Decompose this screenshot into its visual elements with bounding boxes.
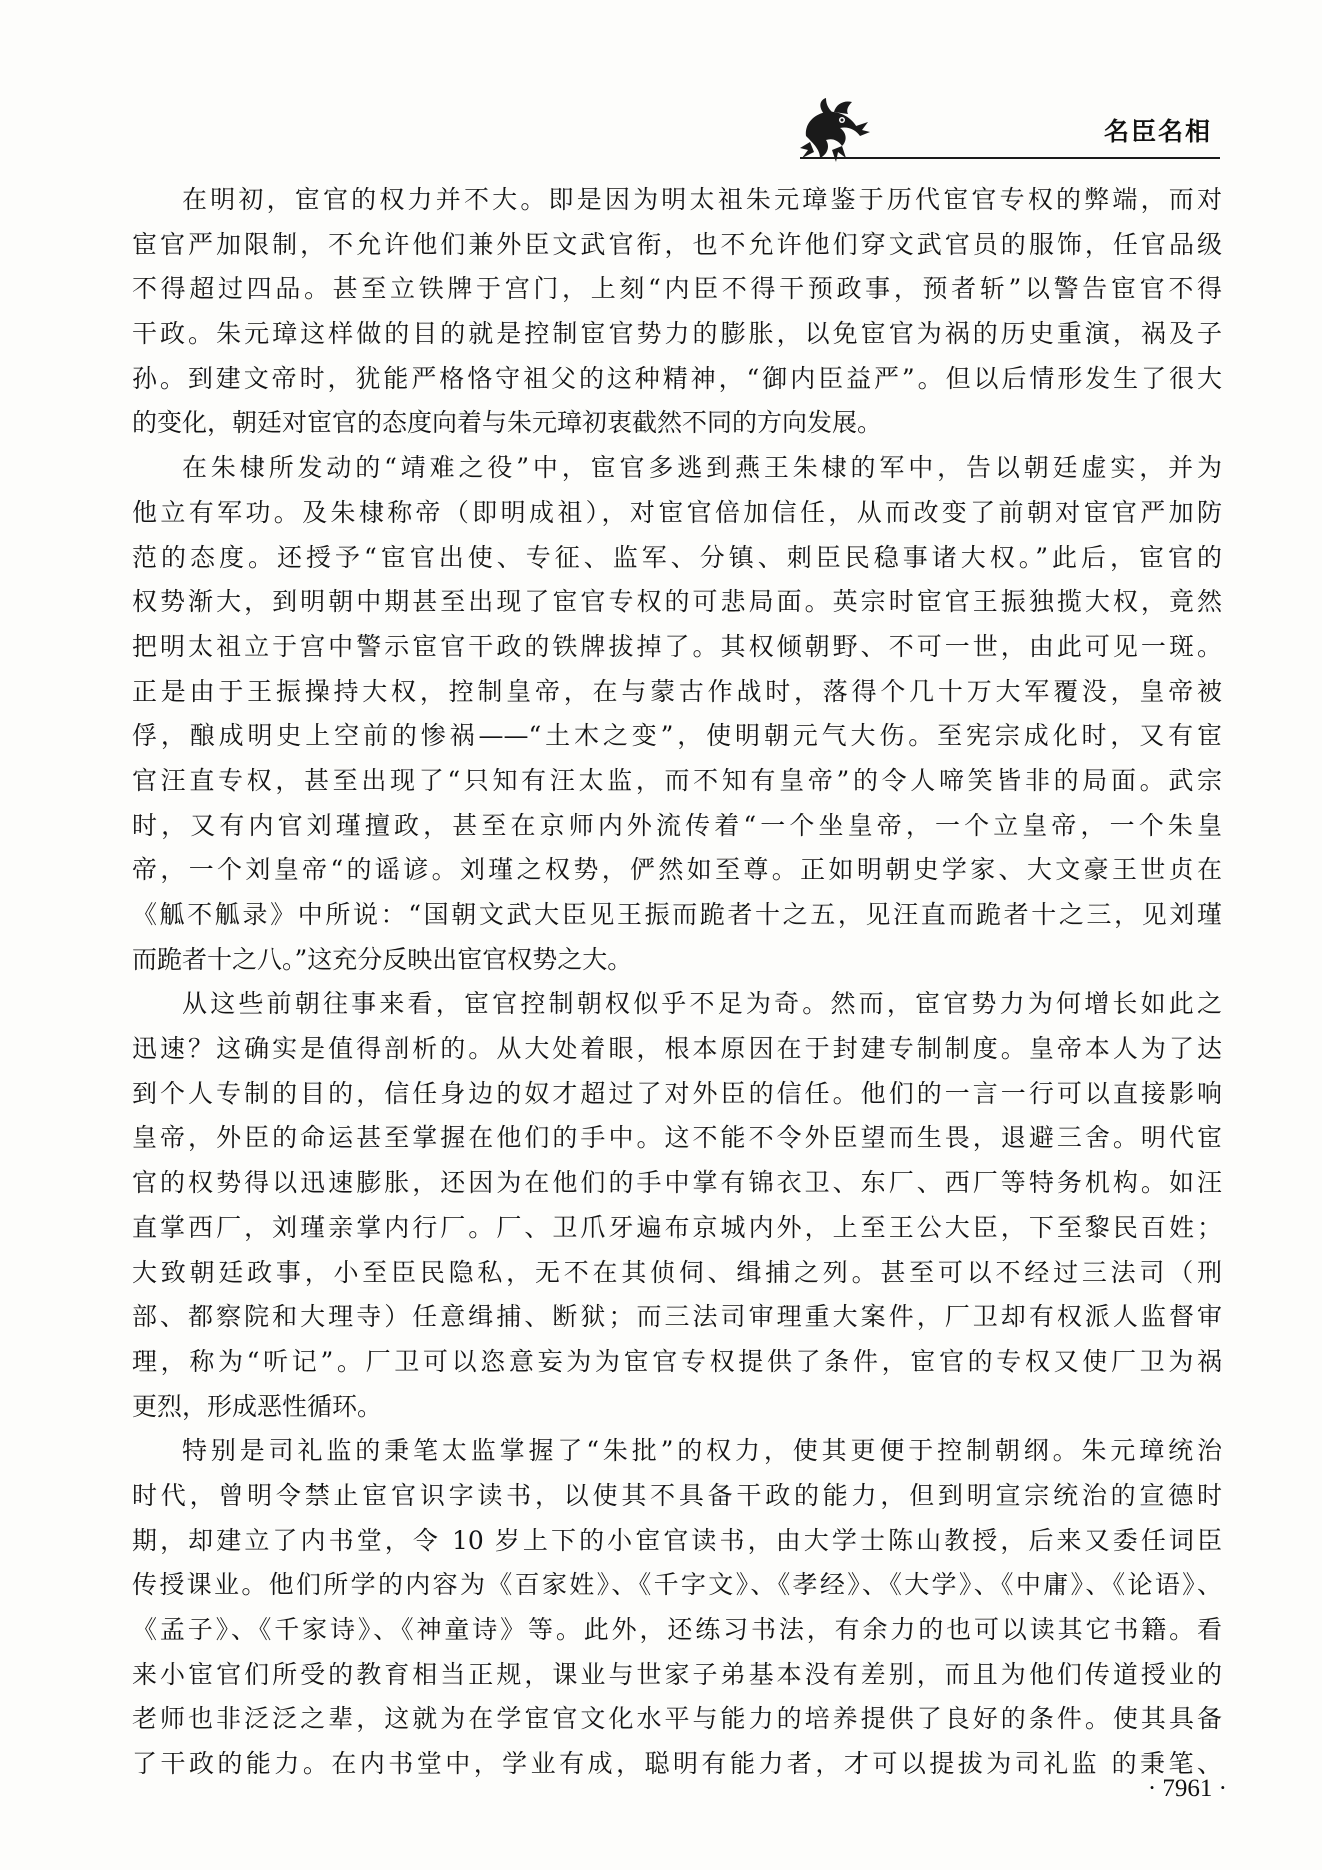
text-line: 理，称为“听记”。厂卫可以恣意妄为为宦官专权提供了条件，宦官的专权又使厂卫为祸: [132, 1346, 1222, 1376]
text-line: 部、都察院和大理寺）任意缉捕、断狱；而三法司审理重大案件，厂卫却有权派人监督审: [132, 1302, 1222, 1332]
text-line: 正是由于王振操持大权，控制皇帝，在与蒙古作战时，落得个几十万大军覆没，皇帝被: [132, 676, 1222, 706]
text-line: 宦官严加限制，不允许他们兼外臣文武官衔，也不允许他们穿文武官员的服饰，任官品级: [132, 229, 1222, 259]
text-line: 《觚不觚录》中所说：“国朝文武大臣见王振而跪者十之五，见汪直而跪者十之三，见刘瑾: [132, 900, 1222, 929]
dragon-emblem-icon: [796, 96, 872, 166]
paragraph-3: [132, 982, 1222, 1429]
text-line: 迅速？这确实是值得剖析的。从大处着眼，根本原因在于封建专制制度。皇帝本人为了达: [132, 1034, 1222, 1064]
text-line: 孙。到建文帝时，犹能严格恪守祖父的这种精神，“御内臣益严”。但以后情形发生了很大: [132, 363, 1222, 393]
text-line: 帝，一个刘皇帝“的谣谚。刘瑾之权势，俨然如至尊。正如明朝史学家、大文豪王世贞在: [132, 855, 1222, 885]
body-text: [132, 178, 1222, 1787]
text-line: 大致朝廷政事，小至臣民隐私，无不在其侦伺、缉捕之列。甚至可以不经过三法司（刑: [132, 1257, 1222, 1287]
text-line: 时，又有内官刘瑾擅政，甚至在京师内外流传着“一个坐皇帝，一个立皇帝，一个朱皇: [132, 810, 1222, 840]
text-line: 到个人专制的目的，信任身边的奴才超过了对外臣的信任。他们的一言一行可以直接影响: [132, 1078, 1222, 1108]
paragraph-2: [132, 446, 1222, 982]
text-line: 范的态度。还授予“宦官出使、专征、监军、分镇、刺臣民稳事诸大权。”此后，宦官的: [132, 542, 1222, 572]
text-line: 直掌西厂，刘瑾亲掌内行厂。厂、卫爪牙遍布京城内外，上至王公大臣，下至黎民百姓；: [132, 1212, 1222, 1242]
text-line: 干政。朱元璋这样做的目的就是控制宦官势力的膨胀，以免宦官为祸的历史重演，祸及子: [132, 319, 1222, 349]
paragraph-4: [132, 1429, 1222, 1787]
text-line: 更烈，形成恶性循环。: [132, 1391, 383, 1421]
text-line: 从这些前朝往事来看，宦官控制朝权似乎不足为奇。然而，宦官势力为何增长如此之: [182, 989, 1222, 1019]
text-line: 而跪者十之八。”这充分反映出宦官权势之大。: [132, 944, 633, 974]
text-line: 官汪直专权，甚至出现了“只知有汪太监，而不知有皇帝”的令人啼笑皆非的局面。武宗: [132, 765, 1222, 795]
text-line: 来小宦官们所受的教育相当正规，课业与世家子弟基本没有差别，而且为他们传道授业的: [132, 1659, 1222, 1689]
text-line: 的变化，朝廷对宦官的态度向着与朱元璋初衷截然不同的方向发展。: [132, 408, 883, 438]
header-rule: [800, 157, 1220, 159]
text-line: 官的权势得以迅速膨胀，还因为在他们的手中掌有锦衣卫、东厂、西厂等特务机构。如汪: [132, 1168, 1222, 1198]
text-line: 在朱棣所发动的“靖难之役”中，宦官多逃到燕王朱棣的军中，告以朝廷虚实，并为: [182, 453, 1222, 483]
text-line: 特别是司礼监的秉笔太监掌握了“朱批”的权力，使其更便于控制朝纲。朱元璋统治: [182, 1436, 1222, 1466]
text-line: 他立有军功。及朱棣称帝（即明成祖），对宦官倍加信任，从而改变了前朝对宦官严加防: [132, 497, 1222, 527]
paragraph-1: [132, 178, 1222, 446]
text-line: 时代，曾明令禁止宦官识字读书，以使其不具备干政的能力，但到明宣宗统治的宣德时: [132, 1480, 1222, 1510]
running-header-title: 名臣名相: [1103, 117, 1212, 146]
page-number: · 7961 ·: [1147, 1775, 1227, 1802]
text-line: 了干政的能力。在内书堂中，学业有成，聪明有能力者，才可以提拔为司礼监 的秉笔、: [132, 1749, 1222, 1779]
text-line: 传授课业。他们所学的内容为《百家姓》、《千字文》、《孝经》、《大学》、《中庸》、《论语》、: [132, 1570, 1222, 1600]
text-line: 俘，酿成明史上空前的惨祸——“土木之变”，使明朝元气大伤。至宪宗成化时，又有宦: [132, 721, 1222, 751]
text-line: 期，却建立了内书堂，令 10 岁上下的小宦官读书，由大学士陈山教授，后来又委任词臣: [132, 1525, 1222, 1555]
text-line: 把明太祖立于宫中警示宦官干政的铁牌拔掉了。其权倾朝野、不可一世，由此可见一斑。: [132, 631, 1222, 661]
text-line: 在明初，宦官的权力并不大。即是因为明太祖朱元璋鉴于历代宦官专权的弊端，而对: [182, 185, 1222, 214]
text-line: 权势渐大，到明朝中期甚至出现了宦官专权的可悲局面。英宗时宦官王振独揽大权，竟然: [132, 587, 1222, 617]
text-line: 《孟子》、《千家诗》、《神童诗》等。此外，还练习书法，有余力的也可以读其它书籍。看: [132, 1615, 1222, 1644]
text-line: 老师也非泛泛之辈，这就为在学宦官文化水平与能力的培养提供了良好的条件。使其具备: [132, 1704, 1222, 1734]
text-line: 皇帝，外臣的命运甚至掌握在他们的手中。这不能不令外臣望而生畏，退避三舍。明代宦: [132, 1123, 1222, 1153]
text-line: 不得超过四品。甚至立铁牌于宫门，上刻“内臣不得干预政事，预者斩”以警告宦官不得: [132, 274, 1222, 304]
